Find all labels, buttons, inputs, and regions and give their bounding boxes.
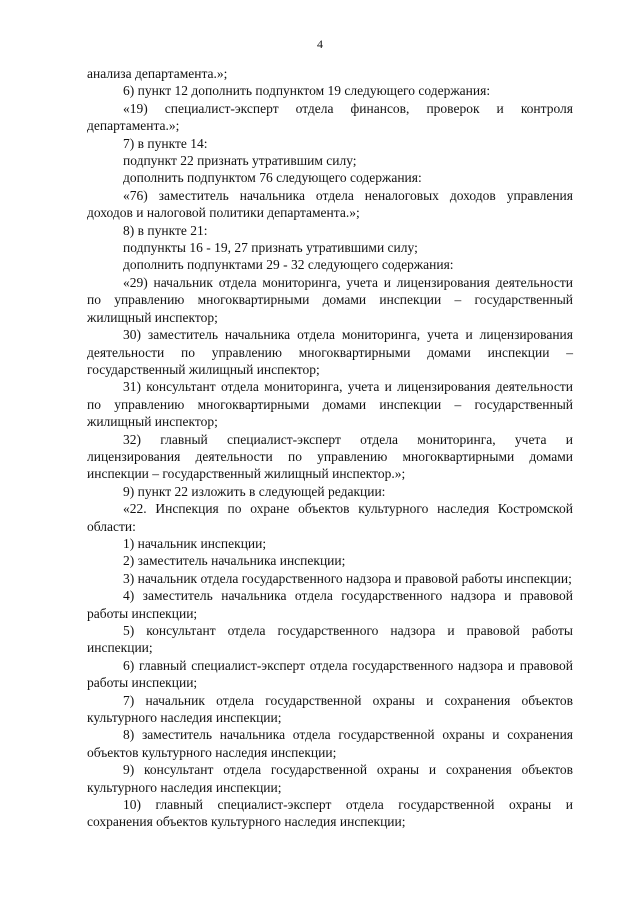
paragraph: 9) консультант отдела государственной охраны и сохранения объектов культурного наследия инспекции; (87, 762, 573, 795)
paragraph: 4) заместитель начальника отдела государственного надзора и правовой работы инспекции; (87, 588, 573, 621)
paragraph: анализа департамента.»; (87, 66, 228, 81)
paragraph: 6) пункт 12 дополнить подпунктом 19 следующего содержания: (123, 83, 491, 99)
paragraph: подпункты 16 - 19, 27 признать утратившими силу; (123, 240, 418, 256)
paragraph: «76) заместитель начальника отдела неналоговых доходов управления доходов и налоговой политики департамента.»; (87, 187, 573, 221)
paragraph: дополнить подпунктом 76 следующего содержания: (123, 170, 422, 186)
paragraph: 10) главный специалист-эксперт отдела государственной охраны и сохранения объектов культурного наследия инспекции; (87, 797, 573, 830)
page-number: 4 (317, 37, 323, 51)
paragraph: 7) в пункте 14: (123, 135, 208, 151)
paragraph: «22. Инспекция по охране объектов культурного наследия Костромской области: (87, 501, 573, 534)
paragraph: «19) специалист-эксперт отдела финансов, проверок и контроля департамента.»; (87, 100, 573, 134)
paragraph: 32) главный специалист-эксперт отдела мониторинга, учета и лицензирования деятельности по управлению многоквартирными домами инспекции – государственный жилищный инспектор.»; (87, 431, 573, 482)
paragraph: 2) заместитель начальника инспекции; (123, 553, 346, 569)
paragraph: 7) начальник отдела государственной охраны и сохранения объектов культурного наследия инспекции; (87, 692, 573, 726)
paragraph: дополнить подпунктами 29 - 32 следующего содержания: (123, 257, 454, 273)
paragraph: 6) главный специалист-эксперт отдела государственного надзора и правовой работы инспекции; (87, 657, 573, 691)
paragraph: 8) в пункте 21: (123, 222, 208, 238)
paragraph: «29) начальник отдела мониторинга, учета и лицензирования деятельности по управлению многоквартирными домами инспекции – государственный жилищный инспектор; (87, 274, 573, 325)
paragraph: 1) начальник инспекции; (123, 535, 267, 551)
paragraph: 3) начальник отдела государственного надзора и правовой работы инспекции; (123, 570, 572, 586)
paragraph: 31) консультант отдела мониторинга, учета и лицензирования деятельности по управлению многоквартирными домами инспекции – государственный жилищный инспектор; (87, 379, 573, 430)
document-body (87, 65, 573, 831)
paragraph: 8) заместитель начальника отдела государственной охраны и сохранения объектов культурного наследия инспекции; (87, 727, 573, 760)
paragraph: подпункт 22 признать утратившим силу; (123, 153, 357, 169)
paragraph: 5) консультант отдела государственного надзора и правовой работы инспекции; (87, 623, 573, 656)
paragraph: 9) пункт 22 изложить в следующей редакции: (123, 483, 386, 499)
paragraph: 30) заместитель начальника отдела мониторинга, учета и лицензирования деятельности по управлению многоквартирными домами инспекции – государственный жилищный инспектор; (87, 327, 573, 377)
